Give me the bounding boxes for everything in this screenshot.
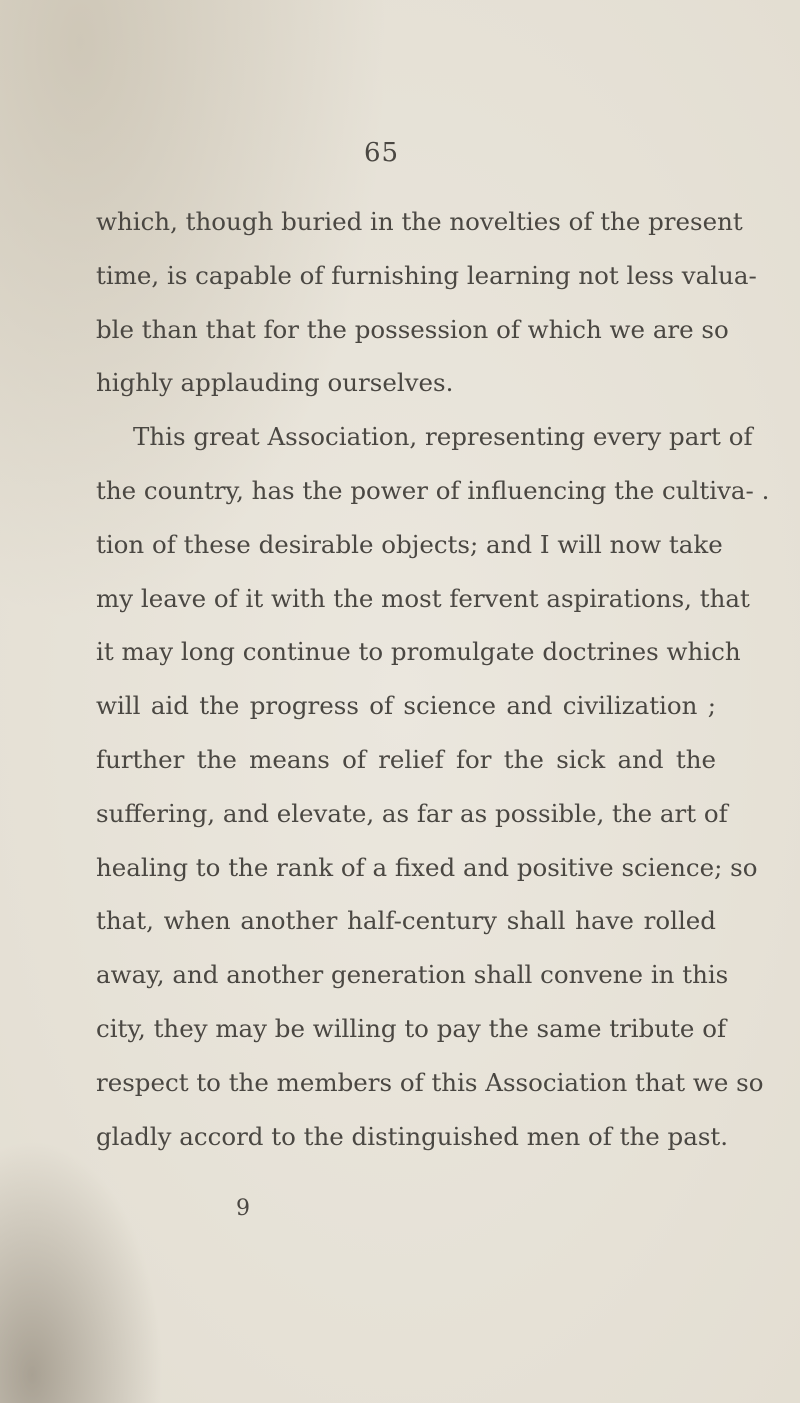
text-line: healing to the rank of a fixed and positive science; so <box>96 852 758 882</box>
text-line: highly applauding ourselves. <box>96 368 454 398</box>
text-line: city, they may be willing to pay the same tribute of <box>96 1013 727 1043</box>
text-line: further the means of relief for the sick and the <box>96 744 716 774</box>
text-line: the country, has the power of influencing the cultiva- . <box>96 475 770 505</box>
body-text <box>96 195 770 1163</box>
signature-mark: 9 <box>236 1196 250 1221</box>
text-line: which, though buried in the novelties of the present <box>96 207 743 236</box>
text-line: away, and another generation shall convene in this <box>96 960 729 990</box>
text-line: ble than that for the possession of which we are so <box>96 314 729 344</box>
page-number: 65 <box>364 138 400 168</box>
text-line: time, is capable of furnishing learning not less valua- <box>96 260 757 290</box>
text-line: gladly accord to the distinguished men of the past. <box>96 1121 729 1151</box>
text-line: my leave of it with the most fervent aspirations, that <box>96 583 750 613</box>
text-line: will aid the progress of science and civilization ; <box>96 691 716 721</box>
text-line: tion of these desirable objects; and I will now take <box>96 529 723 559</box>
text-line: This great Association, representing every part of <box>133 422 753 452</box>
text-line: it may long continue to promulgate doctrines which <box>96 637 741 667</box>
text-line: respect to the members of this Association that we so <box>96 1067 764 1097</box>
text-line: suffering, and elevate, as far as possible, the art of <box>96 798 728 828</box>
text-line: that, when another half-century shall have rolled <box>96 906 716 936</box>
